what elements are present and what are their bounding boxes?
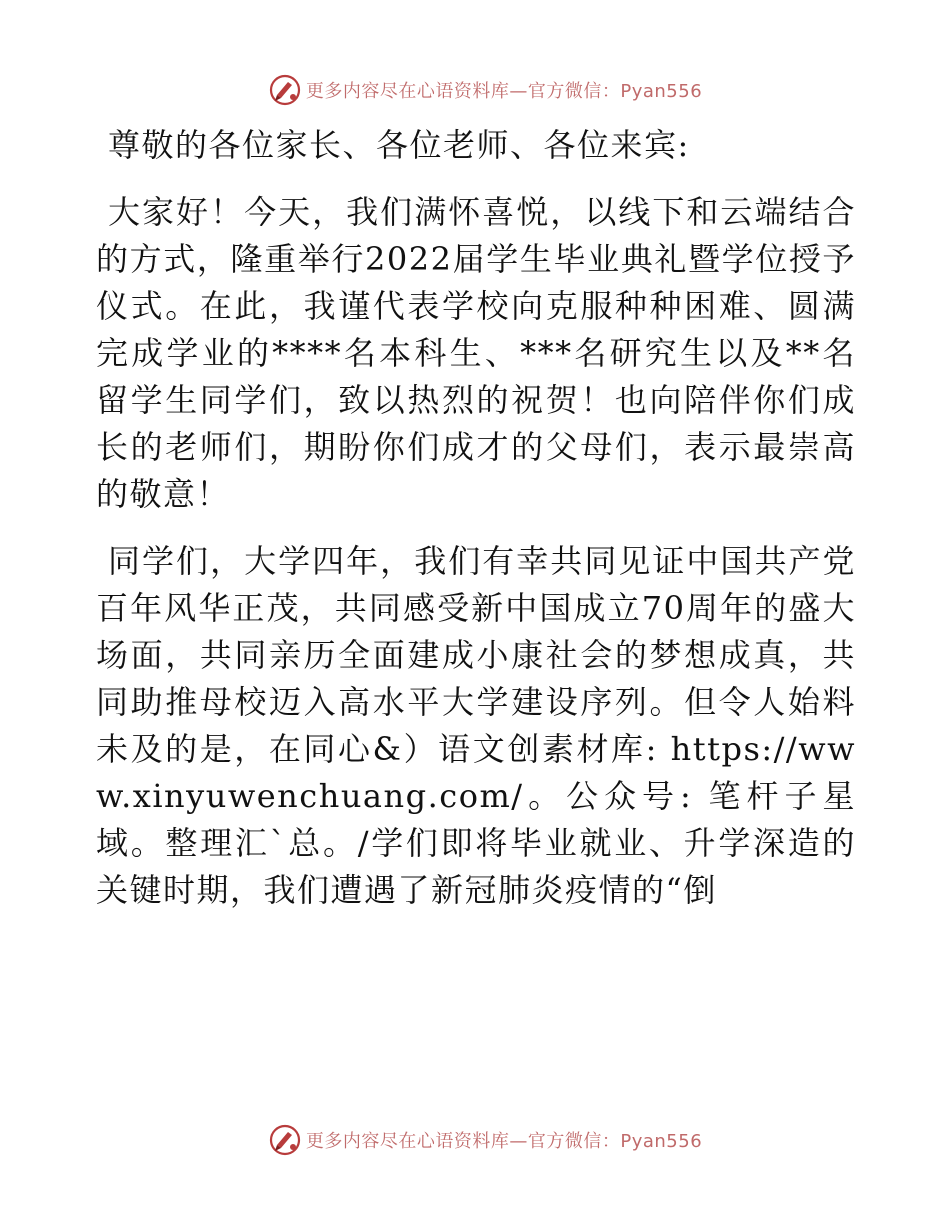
paragraph-2: 同学们，大学四年，我们有幸共同见证中国共产党百年风华正茂，共同感受新中国成立70周年的盛大场面，共同亲历全面建成小康社会的梦想成真，共同助推母校迈入高水平大学建设序列。但令人始料未及的是，在同心&）语文创素材库: https://www.xinyuwenchuang.com/。公众号: 笔杆子星域。整理汇`总。/学们即将毕业就业、升学深造的关键时期，我们遭遇了新冠肺炎疫情的“倒 [96,542,856,909]
greeting-line: 尊敬的各位家长、各位老师、各位来宾: [108,126,690,164]
header-wechat-id: Pyan556 [620,81,703,102]
header-banner-text [306,77,702,103]
footer-banner [0,1120,950,1160]
header-banner-inner [268,73,702,107]
footer-banner-label: 更多内容尽在心语资料库—官方微信： [305,1131,621,1152]
brand-logo-icon [268,1123,302,1157]
footer-wechat-id: Pyan556 [620,1131,703,1152]
brand-logo-icon [268,73,302,107]
paragraph-1: 大家好！今天，我们满怀喜悦，以线下和云端结合的方式，隆重举行2022届学生毕业典礼暨学位授予仪式。在此，我谨代表学校向克服种种困难、圆满完成学业的****名本科生、***名研究生以及**名留学生同学们，致以热烈的祝贺！也向陪伴你们成长的老师们，期盼你们成才的父母们，表示最崇高的敬意！ [96,193,856,513]
footer-banner-text [306,1127,702,1153]
footer-banner-inner [268,1123,702,1157]
header-banner-label: 更多内容尽在心语资料库—官方微信： [305,81,621,102]
document-body [96,122,856,914]
header-banner [0,70,950,110]
